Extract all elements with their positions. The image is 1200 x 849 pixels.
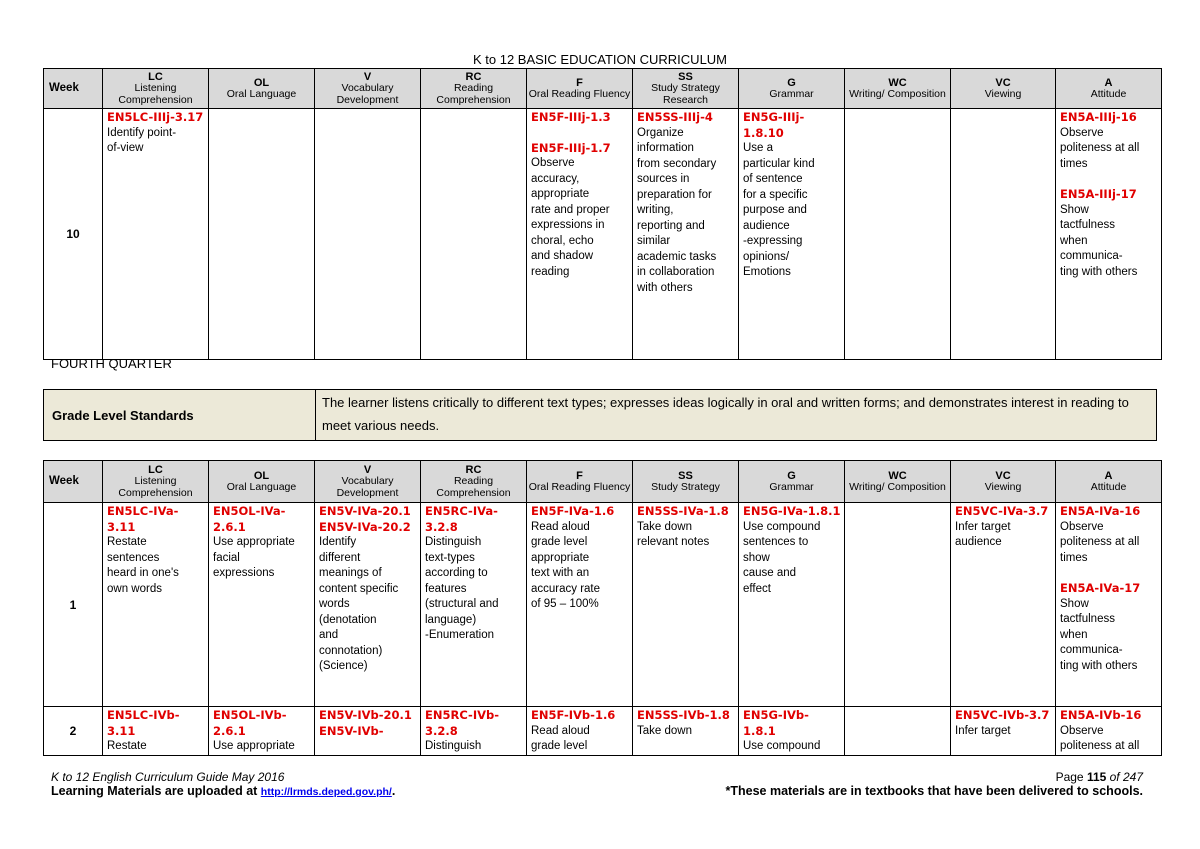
header-a: A Attitude <box>1056 461 1162 503</box>
cell-ss: EN5SS-IVa-1.8 Take down relevant notes <box>633 503 739 707</box>
standards-label: Grade Level Standards <box>44 390 316 441</box>
header-ol: OL Oral Language <box>209 69 315 109</box>
cell-a: EN5A-IIIj-16 Observe politeness at all times EN5A-IIIj-17 Show tactfulness when communica- ting with others <box>1056 109 1162 360</box>
cell-f: EN5F-IIIj-1.3 EN5F-IIIj-1.7 Observe accuracy, appropriate rate and proper expressions in choral, echo and shadow reading <box>527 109 633 360</box>
week-number: 2 <box>44 707 103 756</box>
header-v: V Vocabulary Development <box>315 461 421 503</box>
cell-ss: EN5SS-IIIj-4 Organize information from secondary sources in preparation for writing, reporting and similar academic tasks in collaboration with others <box>633 109 739 360</box>
header-a: A Attitude <box>1056 69 1162 109</box>
header-lc: LC Listening Comprehension <box>103 461 209 503</box>
cell-rc <box>421 109 527 360</box>
header-ss: SS Study Strategy Research <box>633 69 739 109</box>
cell-v: EN5V-IVa-20.1 EN5V-IVa-20.2 Identify different meanings of content specific words (denotation and connotation) (Science) <box>315 503 421 707</box>
header-ol: OL Oral Language <box>209 461 315 503</box>
grade-level-standards <box>43 389 1157 441</box>
header-row <box>44 461 1162 503</box>
cell-g: EN5G-IVa-1.8.1 Use compound sentences to show cause and effect <box>739 503 845 707</box>
cell-v: EN5V-IVb-20.1 EN5V-IVb- <box>315 707 421 756</box>
header-vc: VC Viewing <box>951 461 1056 503</box>
textbook-note: *These materials are in textbooks that have been delivered to schools. <box>725 784 1143 798</box>
cell-ol: EN5OL-IVa-2.6.1 Use appropriate facial expressions <box>209 503 315 707</box>
cell-lc: EN5LC-IVb-3.11 Restate <box>103 707 209 756</box>
footer-left <box>51 770 395 798</box>
cell-wc <box>845 503 951 707</box>
cell-wc <box>845 707 951 756</box>
curriculum-guide-label: K to 12 English Curriculum Guide May 2016 <box>51 770 285 784</box>
header-row <box>44 69 1162 109</box>
lrmds-link[interactable]: http://lrmds.deped.gov.ph/ <box>260 786 392 798</box>
week-header: Week <box>44 461 103 503</box>
cell-rc: EN5RC-IVb-3.2.8 Distinguish <box>421 707 527 756</box>
cell-v <box>315 109 421 360</box>
table-row <box>44 109 1162 360</box>
header-v: V Vocabulary Development <box>315 69 421 109</box>
cell-vc: EN5VC-IVa-3.7 Infer target audience <box>951 503 1056 707</box>
table-row <box>44 707 1162 756</box>
header-f: F Oral Reading Fluency <box>527 69 633 109</box>
week-number: 10 <box>44 109 103 360</box>
page-number: Page 115 of 247 <box>1055 770 1143 784</box>
cell-ss: EN5SS-IVb-1.8 Take down <box>633 707 739 756</box>
header-wc: WC Writing/ Composition <box>845 461 951 503</box>
quarter-heading: FOURTH QUARTER <box>51 356 172 371</box>
cell-lc: EN5LC-IIIj-3.17 Identify point- of-view <box>103 109 209 360</box>
week-number: 1 <box>44 503 103 707</box>
cell-lc: EN5LC-IVa-3.11 Restate sentences heard in one's own words <box>103 503 209 707</box>
curriculum-table-q4 <box>43 460 1162 756</box>
learning-materials-note: Learning Materials are uploaded at http://lrmds.deped.gov.ph/. <box>51 784 396 798</box>
cell-rc: EN5RC-IVa-3.2.8 Distinguish text-types according to features (structural and language) -Enumeration <box>421 503 527 707</box>
cell-vc: EN5VC-IVb-3.7 Infer target <box>951 707 1056 756</box>
header-rc: RC Reading Comprehension <box>421 461 527 503</box>
header-rc: RC Reading Comprehension <box>421 69 527 109</box>
footer-right <box>725 770 1143 798</box>
page-title: K to 12 BASIC EDUCATION CURRICULUM <box>472 52 728 67</box>
curriculum-table-q3 <box>43 68 1162 360</box>
header-wc: WC Writing/ Composition <box>845 69 951 109</box>
cell-vc <box>951 109 1056 360</box>
header-g: G Grammar <box>739 461 845 503</box>
header-f: F Oral Reading Fluency <box>527 461 633 503</box>
standards-text: The learner listens critically to different text types; expresses ideas logically in oral and written forms; and demonstrates interest in reading to meet various needs. <box>316 390 1157 441</box>
cell-g: EN5G-IIIj-1.8.10 Use a particular kind of sentence for a specific purpose and audience -expressing opinions/ Emotions <box>739 109 845 360</box>
table-row <box>44 503 1162 707</box>
cell-f: EN5F-IVa-1.6 Read aloud grade level appropriate text with an accuracy rate of 95 – 100% <box>527 503 633 707</box>
cell-a: EN5A-IVb-16 Observe politeness at all <box>1056 707 1162 756</box>
cell-wc <box>845 109 951 360</box>
cell-f: EN5F-IVb-1.6 Read aloud grade level <box>527 707 633 756</box>
header-vc: VC Viewing <box>951 69 1056 109</box>
week-header: Week <box>44 69 103 109</box>
header-lc: LC Listening Comprehension <box>103 69 209 109</box>
cell-ol <box>209 109 315 360</box>
cell-g: EN5G-IVb-1.8.1 Use compound <box>739 707 845 756</box>
header-ss: SS Study Strategy <box>633 461 739 503</box>
header-g: G Grammar <box>739 69 845 109</box>
cell-a: EN5A-IVa-16 Observe politeness at all times EN5A-IVa-17 Show tactfulness when communica- ting with others <box>1056 503 1162 707</box>
cell-ol: EN5OL-IVb-2.6.1 Use appropriate <box>209 707 315 756</box>
